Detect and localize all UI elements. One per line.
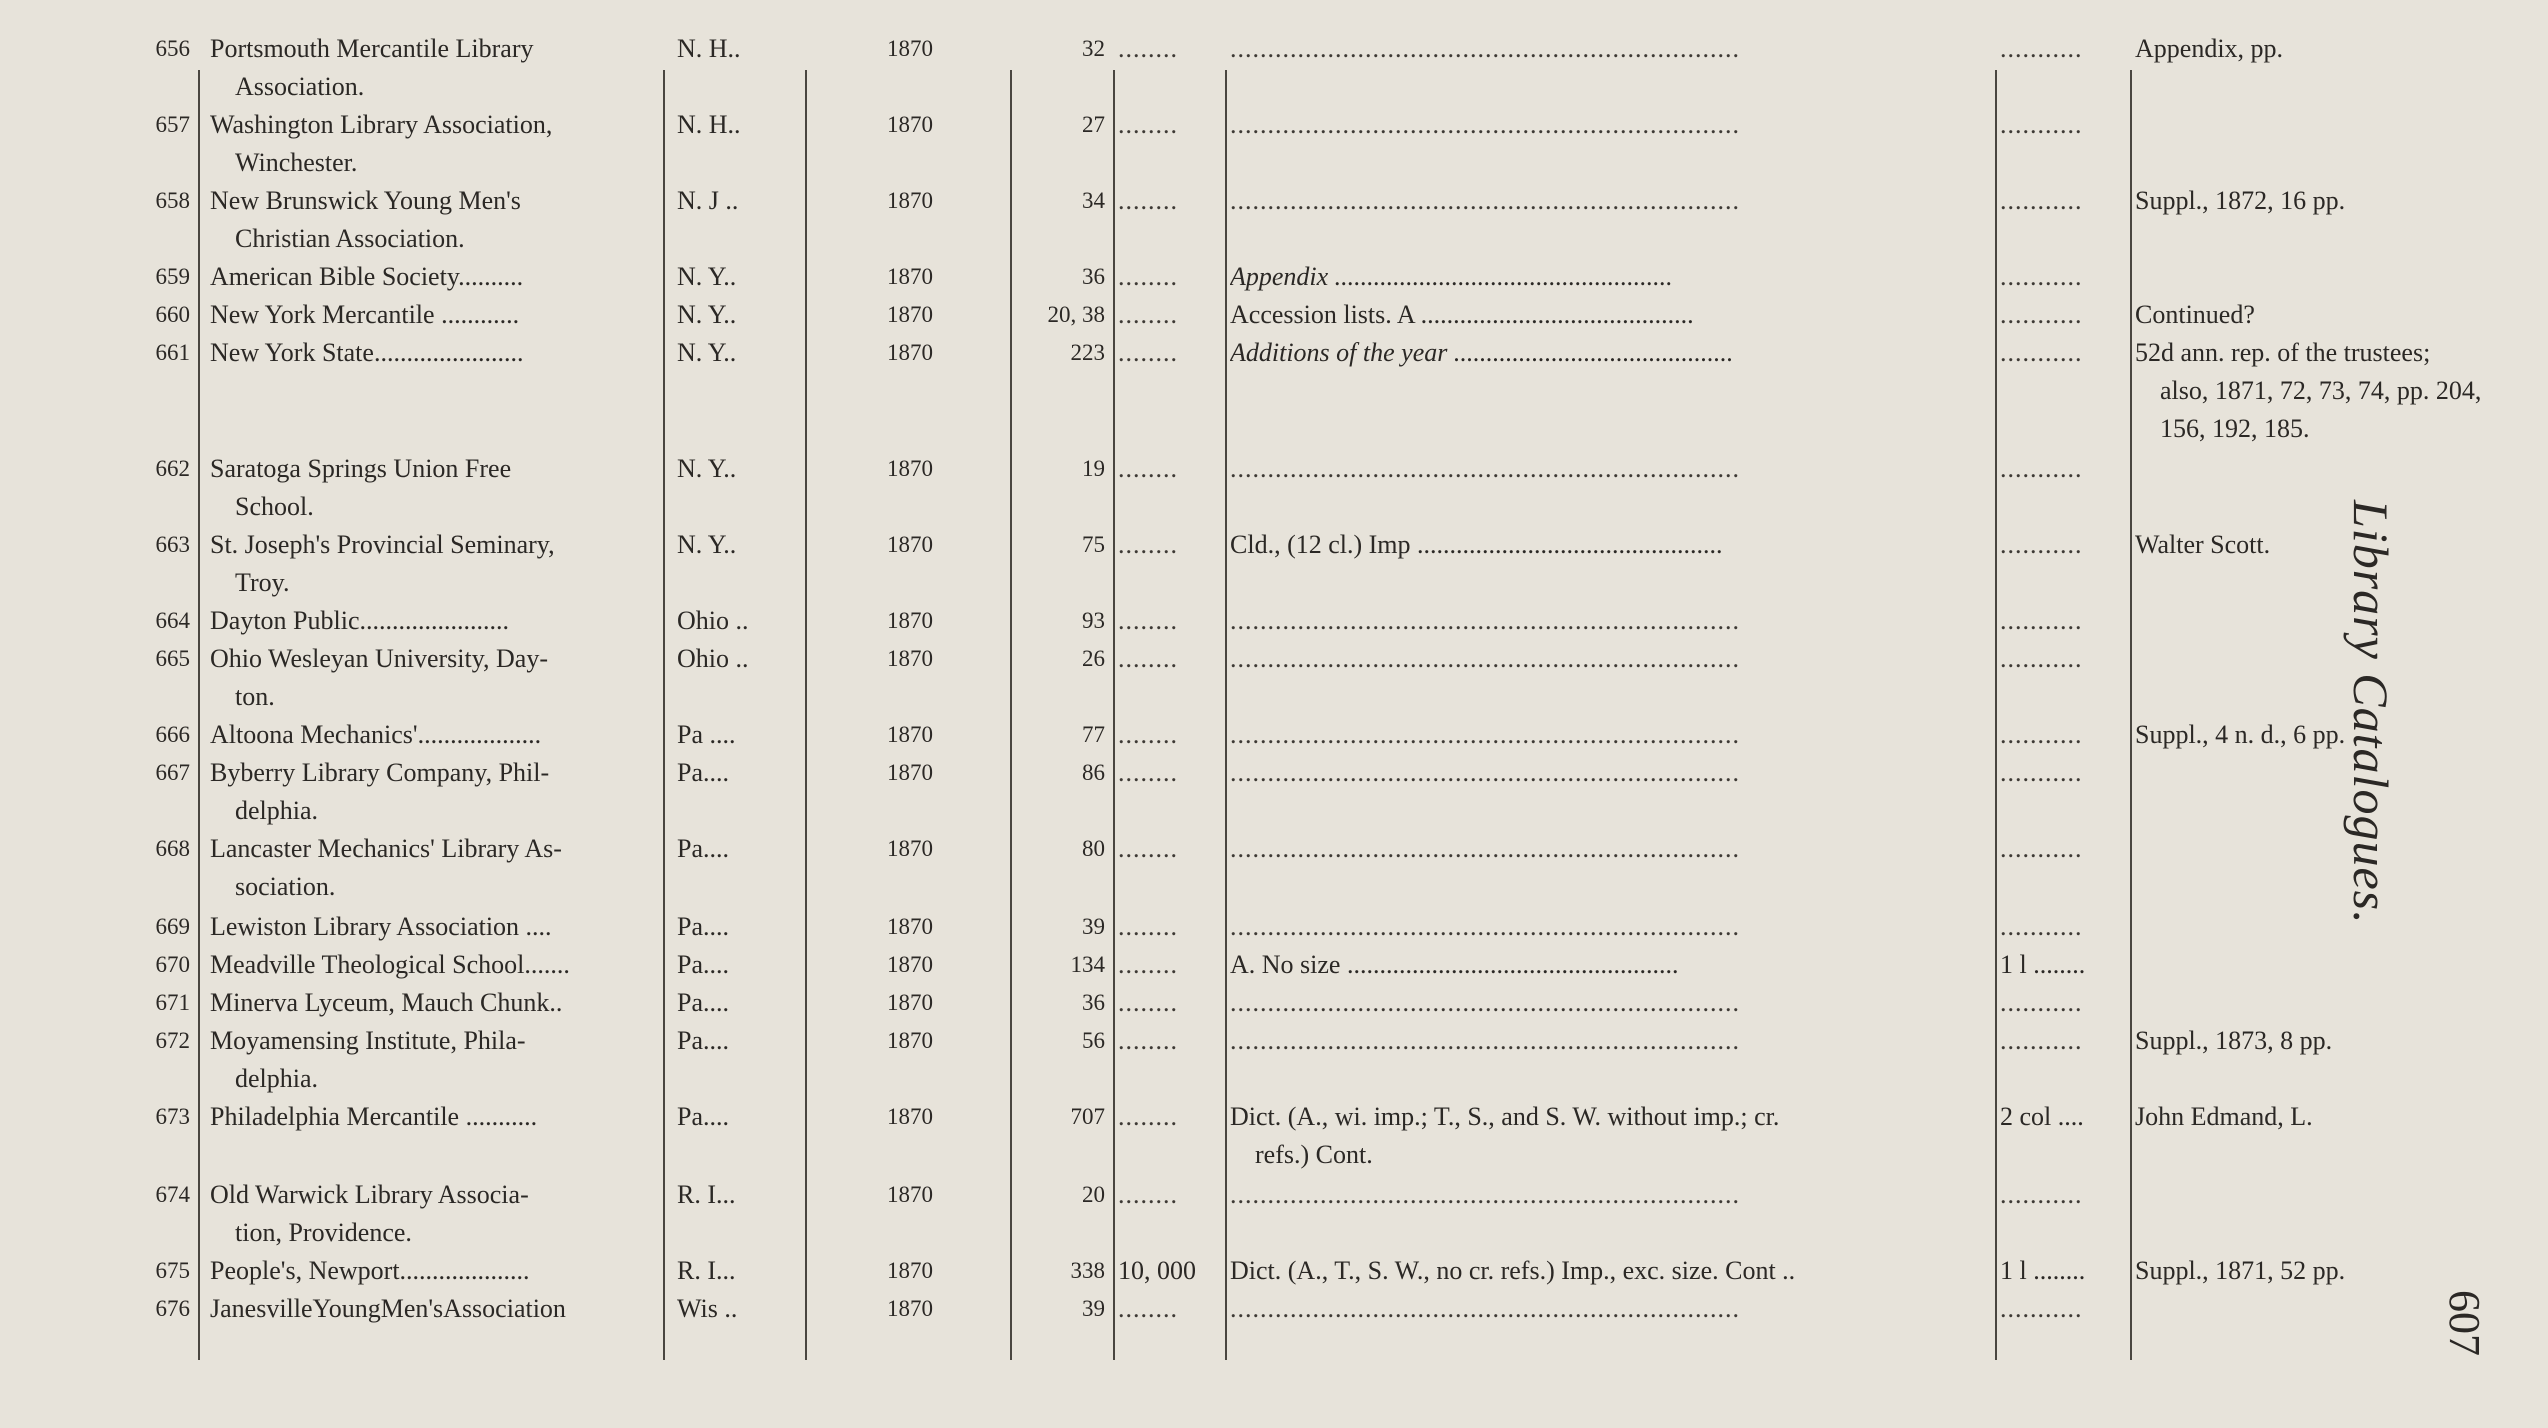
pages: 19	[1082, 456, 1105, 481]
arrangement: ....................................................................	[1230, 34, 1740, 63]
pages: 75	[1082, 532, 1105, 557]
form: ...........	[2000, 606, 2083, 635]
year: 1870	[887, 990, 933, 1015]
column-rule	[805, 70, 807, 1360]
column-rule	[2130, 70, 2132, 1360]
library-name: People's, Newport....................	[210, 1256, 530, 1285]
volumes: ........	[1118, 1026, 1178, 1055]
library-name-continued: sociation.	[235, 872, 336, 901]
state: R. I...	[677, 1256, 736, 1285]
volumes: ........	[1118, 1294, 1178, 1323]
pages: 223	[1070, 340, 1105, 365]
arrangement: Accession lists. A ..........................................	[1230, 300, 1694, 329]
year: 1870	[887, 1258, 933, 1283]
volumes: ........	[1118, 300, 1178, 329]
arrangement: Appendix ....................................................	[1230, 262, 1673, 291]
state: Pa....	[677, 834, 729, 863]
pages: 32	[1082, 36, 1105, 61]
library-name: Moyamensing Institute, Phila-	[210, 1026, 526, 1055]
remarks: Continued?	[2135, 300, 2255, 329]
pages: 77	[1082, 722, 1105, 747]
library-name-continued: School.	[235, 492, 314, 521]
page-number: 607	[2440, 1290, 2489, 1356]
year: 1870	[887, 1028, 933, 1053]
state: Pa....	[677, 758, 729, 787]
volumes: ........	[1118, 758, 1178, 787]
year: 1870	[887, 188, 933, 213]
form: ...........	[2000, 644, 2083, 673]
pages: 56	[1082, 1028, 1105, 1053]
entry-number: 670	[155, 952, 190, 977]
arrangement: Dict. (A., wi. imp.; T., S., and S. W. without imp.; cr.	[1230, 1102, 1780, 1131]
year: 1870	[887, 1296, 933, 1321]
year: 1870	[887, 456, 933, 481]
volumes: ........	[1118, 1102, 1178, 1131]
library-name: Meadville Theological School.......	[210, 950, 570, 979]
year: 1870	[887, 1182, 933, 1207]
form: ...........	[2000, 110, 2083, 139]
year: 1870	[887, 914, 933, 939]
state: Ohio ..	[677, 606, 749, 635]
pages: 39	[1082, 914, 1105, 939]
library-name: Byberry Library Company, Phil-	[210, 758, 550, 787]
volumes: ........	[1118, 912, 1178, 941]
entry-number: 676	[155, 1296, 190, 1321]
column-rule	[1995, 70, 1997, 1360]
arrangement: ....................................................................	[1230, 644, 1740, 673]
year: 1870	[887, 760, 933, 785]
form: ...........	[2000, 34, 2083, 63]
library-name: New York Mercantile ............	[210, 300, 520, 329]
state: Pa....	[677, 1026, 729, 1055]
column-rule	[1010, 70, 1012, 1360]
entry-number: 656	[155, 36, 190, 61]
library-name: Lancaster Mechanics' Library As-	[210, 834, 562, 863]
entry-number: 665	[155, 646, 190, 671]
volumes: ........	[1118, 988, 1178, 1017]
year: 1870	[887, 302, 933, 327]
state: Pa....	[677, 912, 729, 941]
arrangement: ....................................................................	[1230, 1294, 1740, 1323]
arrangement: ....................................................................	[1230, 1026, 1740, 1055]
library-name-continued: ton.	[235, 682, 275, 711]
volumes: ........	[1118, 262, 1178, 291]
library-name: Dayton Public.......................	[210, 606, 509, 635]
entry-number: 672	[155, 1028, 190, 1053]
arrangement: ....................................................................	[1230, 186, 1740, 215]
pages: 80	[1082, 836, 1105, 861]
arrangement: ....................................................................	[1230, 720, 1740, 749]
pages: 27	[1082, 112, 1105, 137]
library-name: New York State.......................	[210, 338, 524, 367]
pages: 86	[1082, 760, 1105, 785]
library-name-continued: Association.	[235, 72, 365, 101]
pages: 20, 38	[1047, 302, 1105, 327]
library-name: St. Joseph's Provincial Seminary,	[210, 530, 555, 559]
pages: 34	[1082, 188, 1105, 213]
year: 1870	[887, 952, 933, 977]
column-rule	[198, 70, 200, 1360]
year: 1870	[887, 264, 933, 289]
library-name-continued: Christian Association.	[235, 224, 465, 253]
volumes: ........	[1118, 644, 1178, 673]
entry-number: 673	[155, 1104, 190, 1129]
year: 1870	[887, 340, 933, 365]
pages: 707	[1070, 1104, 1105, 1129]
volumes: ........	[1118, 720, 1178, 749]
form: ...........	[2000, 262, 2083, 291]
form: ...........	[2000, 912, 2083, 941]
arrangement: ....................................................................	[1230, 988, 1740, 1017]
arrangement: ....................................................................	[1230, 912, 1740, 941]
entry-number: 659	[155, 264, 190, 289]
year: 1870	[887, 608, 933, 633]
form: ...........	[2000, 530, 2083, 559]
library-name: Minerva Lyceum, Mauch Chunk..	[210, 988, 563, 1017]
column-rule	[663, 70, 665, 1360]
volumes: ........	[1118, 606, 1178, 635]
arrangement: ....................................................................	[1230, 1180, 1740, 1209]
form: ...........	[2000, 454, 2083, 483]
library-name: New Brunswick Young Men's	[210, 186, 521, 215]
library-name: JanesvilleYoungMen'sAssociation	[210, 1294, 566, 1323]
remarks-continued: also, 1871, 72, 73, 74, pp. 204,	[2160, 376, 2482, 405]
form: 1 l ........	[2000, 1256, 2086, 1285]
volumes: ........	[1118, 1180, 1178, 1209]
entry-number: 664	[155, 608, 190, 633]
remarks: Suppl., 4 n. d., 6 pp.	[2135, 720, 2346, 749]
state: N. H..	[677, 34, 741, 63]
volumes: ........	[1118, 530, 1178, 559]
state: N. Y..	[677, 262, 737, 291]
arrangement: ....................................................................	[1230, 454, 1740, 483]
column-rule	[1113, 70, 1115, 1360]
library-name-continued: Troy.	[235, 568, 290, 597]
state: Pa....	[677, 988, 729, 1017]
volumes: ........	[1118, 186, 1178, 215]
library-name: Lewiston Library Association ....	[210, 912, 552, 941]
pages: 338	[1070, 1258, 1105, 1283]
remarks: Suppl., 1873, 8 pp.	[2135, 1026, 2333, 1055]
arrangement: ....................................................................	[1230, 110, 1740, 139]
library-name-continued: delphia.	[235, 796, 319, 825]
library-name: Ohio Wesleyan University, Day-	[210, 644, 548, 673]
state: N. Y..	[677, 530, 737, 559]
remarks-continued: 156, 192, 185.	[2160, 414, 2310, 443]
library-name: Philadelphia Mercantile ...........	[210, 1102, 538, 1131]
entry-number: 661	[155, 340, 190, 365]
arrangement: ....................................................................	[1230, 758, 1740, 787]
entry-number: 658	[155, 188, 190, 213]
form: ...........	[2000, 834, 2083, 863]
library-name: American Bible Society..........	[210, 262, 524, 291]
state: N. Y..	[677, 300, 737, 329]
entry-number: 667	[155, 760, 190, 785]
arrangement: ....................................................................	[1230, 834, 1740, 863]
form: ...........	[2000, 338, 2083, 367]
form: ...........	[2000, 186, 2083, 215]
library-name: Saratoga Springs Union Free	[210, 454, 512, 483]
volumes: ........	[1118, 110, 1178, 139]
entry-number: 671	[155, 990, 190, 1015]
state: N. Y..	[677, 454, 737, 483]
state: N. Y..	[677, 338, 737, 367]
year: 1870	[887, 722, 933, 747]
running-title: Library Catalogues.	[2343, 500, 2399, 925]
form: ...........	[2000, 1294, 2083, 1323]
volumes: ........	[1118, 950, 1178, 979]
year: 1870	[887, 1104, 933, 1129]
volumes: ........	[1118, 34, 1178, 63]
library-name-continued: delphia.	[235, 1064, 319, 1093]
pages: 36	[1082, 264, 1105, 289]
entry-number: 669	[155, 914, 190, 939]
year: 1870	[887, 36, 933, 61]
entry-number: 674	[155, 1182, 190, 1207]
pages: 39	[1082, 1296, 1105, 1321]
state: N. J ..	[677, 186, 739, 215]
form: 2 col ....	[2000, 1102, 2084, 1131]
entry-number: 663	[155, 532, 190, 557]
entry-number: 660	[155, 302, 190, 327]
state: Pa....	[677, 950, 729, 979]
pages: 26	[1082, 646, 1105, 671]
column-rule	[1225, 70, 1227, 1360]
state: N. H..	[677, 110, 741, 139]
arrangement: A. No size ...................................................	[1230, 950, 1679, 979]
form: ...........	[2000, 720, 2083, 749]
form: ...........	[2000, 758, 2083, 787]
volumes: ........	[1118, 834, 1178, 863]
volumes: ........	[1118, 338, 1178, 367]
year: 1870	[887, 112, 933, 137]
remarks: Appendix, pp.	[2135, 34, 2284, 63]
state: R. I...	[677, 1180, 736, 1209]
remarks: 52d ann. rep. of the trustees;	[2135, 338, 2431, 367]
pages: 36	[1082, 990, 1105, 1015]
state: Pa....	[677, 1102, 729, 1131]
state: Ohio ..	[677, 644, 749, 673]
remarks: Walter Scott.	[2135, 530, 2271, 559]
library-name: Portsmouth Mercantile Library	[210, 34, 534, 63]
form: ...........	[2000, 1026, 2083, 1055]
entry-number: 657	[155, 112, 190, 137]
entry-number: 668	[155, 836, 190, 861]
pages: 20	[1082, 1182, 1105, 1207]
library-name: Old Warwick Library Associa-	[210, 1180, 529, 1209]
remarks: John Edmand, L.	[2135, 1102, 2313, 1131]
pages: 93	[1082, 608, 1105, 633]
year: 1870	[887, 646, 933, 671]
remarks: Suppl., 1871, 52 pp.	[2135, 1256, 2346, 1285]
year: 1870	[887, 836, 933, 861]
library-name-continued: tion, Providence.	[235, 1218, 412, 1247]
entry-number: 675	[155, 1258, 190, 1283]
arrangement: Dict. (A., T., S. W., no cr. refs.) Imp., exc. size. Cont ..	[1230, 1256, 1796, 1285]
arrangement-continued: refs.) Cont.	[1255, 1140, 1373, 1169]
arrangement: ....................................................................	[1230, 606, 1740, 635]
library-name: Washington Library Association,	[210, 110, 553, 139]
library-name-continued: Winchester.	[235, 148, 358, 177]
library-name: Altoona Mechanics'...................	[210, 720, 542, 749]
pages: 134	[1070, 952, 1105, 977]
remarks: Suppl., 1872, 16 pp.	[2135, 186, 2346, 215]
volumes: ........	[1118, 454, 1178, 483]
state: Wis ..	[677, 1294, 738, 1323]
entry-number: 662	[155, 456, 190, 481]
year: 1870	[887, 532, 933, 557]
entry-number: 666	[155, 722, 190, 747]
form: ...........	[2000, 1180, 2083, 1209]
state: Pa ....	[677, 720, 736, 749]
form: 1 l ........	[2000, 950, 2086, 979]
arrangement: Additions of the year ...........................................	[1230, 338, 1734, 367]
form: ...........	[2000, 988, 2083, 1017]
volumes: 10, 000	[1118, 1256, 1196, 1285]
arrangement: Cld., (12 cl.) Imp ...............................................	[1230, 530, 1723, 559]
form: ...........	[2000, 300, 2083, 329]
